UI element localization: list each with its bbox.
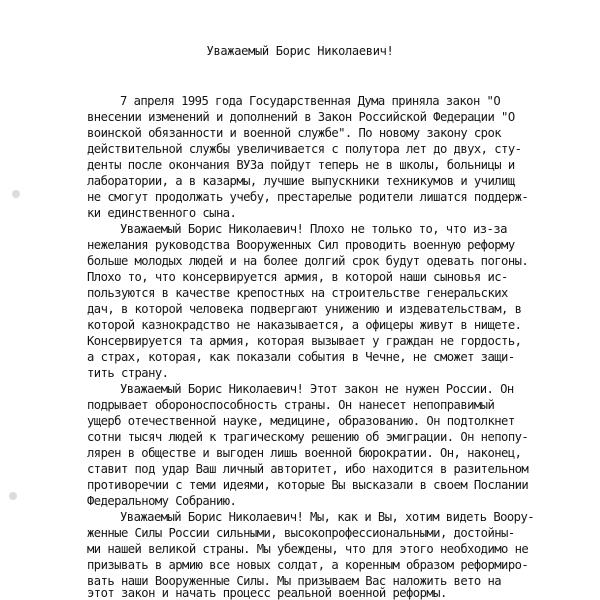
text-line: Уважаемый Борис Николаевич! Плохо не только то, что из-за	[120, 222, 507, 236]
text-line: тить страну.	[87, 366, 169, 380]
text-line: больше молодых людей и на более долгий срок будут одевать погоны.	[87, 254, 529, 268]
text-line: ми нашей великой страны. Мы убеждены, что для этого необходимо не	[87, 542, 529, 556]
text-line: сотни тысяч людей к трагическому решению об эмиграции. Он непопу-	[87, 430, 529, 444]
text-line: не смогут продолжать учебу, престарелые родители лишатся поддерж-	[87, 190, 529, 204]
greeting: Уважаемый Борис Николаевич!	[206, 44, 394, 58]
text-line: лаборатории, а в казармы, лучшие выпускники техникумов и училищ	[87, 174, 515, 188]
punch-hole-mark	[12, 190, 20, 198]
text-line: денты после окончания ВУЗа пойдут теперь не в школы, больницы и	[87, 158, 515, 172]
text-line: внесении изменений и дополнений в Закон Российской Федерации "О	[87, 110, 515, 124]
text-line: женные Силы России сильными, высокопрофессиональными, достойны-	[87, 526, 515, 540]
text-line: подрывает обороноспособность страны. Он нанесет непоправимый	[87, 398, 495, 412]
text-line: Уважаемый Борис Николаевич! Мы, как и Вы, хотим видеть Воору-	[120, 510, 535, 524]
text-line: призывать в армию все новых солдат, а коренным образом реформиро-	[87, 558, 529, 572]
text-line: ставит под удар Ваш личный авторитет, ибо находится в разительном	[87, 462, 529, 476]
text-line: дач, в которой человека подвергают унижению и издевательствам, в	[87, 302, 522, 316]
text-line: лярен в обществе и выгоден лишь военной бюрократии. Он, наконец,	[87, 446, 522, 460]
text-line: вать наши Вооруженные Силы. Мы призываем Вас наложить вето на	[87, 574, 502, 588]
text-line: противоречии с теми идеями, которые Вы высказали в своем Послании	[87, 478, 529, 492]
text-line: нежелания руководства Вооруженных Сил проводить военную реформу	[87, 238, 515, 252]
punch-hole-mark	[9, 492, 17, 500]
text-line: которой казнокрадство не наказывается, а офицеры живут в нищете.	[87, 318, 522, 332]
text-line: ущерб отечественной науке, медицине, образованию. Он подтолкнет	[87, 414, 515, 428]
text-line: Уважаемый Борис Николаевич! Этот закон не нужен России. Он	[120, 382, 514, 396]
text-line: 7 апреля 1995 года Государственная Дума приняла закон "О	[120, 94, 501, 108]
text-line: этот закон и начать процесс реальной военной реформы.	[87, 586, 447, 600]
text-line: Федеральному Собранию.	[87, 494, 237, 508]
text-line: а страх, которая, как показали события в Чечне, не сможет защи-	[87, 350, 515, 364]
text-line: Плохо то, что консервируется армия, в которой наши сыновья ис-	[87, 270, 508, 284]
text-line: действительной службы увеличивается с полутора лет до двух, сту-	[87, 142, 522, 156]
text-line: пользуются в качестве крепостных на строительстве генеральских	[87, 286, 508, 300]
text-line: ки единственного сына.	[87, 206, 237, 220]
text-line: воинской обязанности и военной службе". По новому закону срок	[87, 126, 502, 140]
text-line: Консервируется та армия, которая вызывает у граждан не гордость,	[87, 334, 522, 348]
